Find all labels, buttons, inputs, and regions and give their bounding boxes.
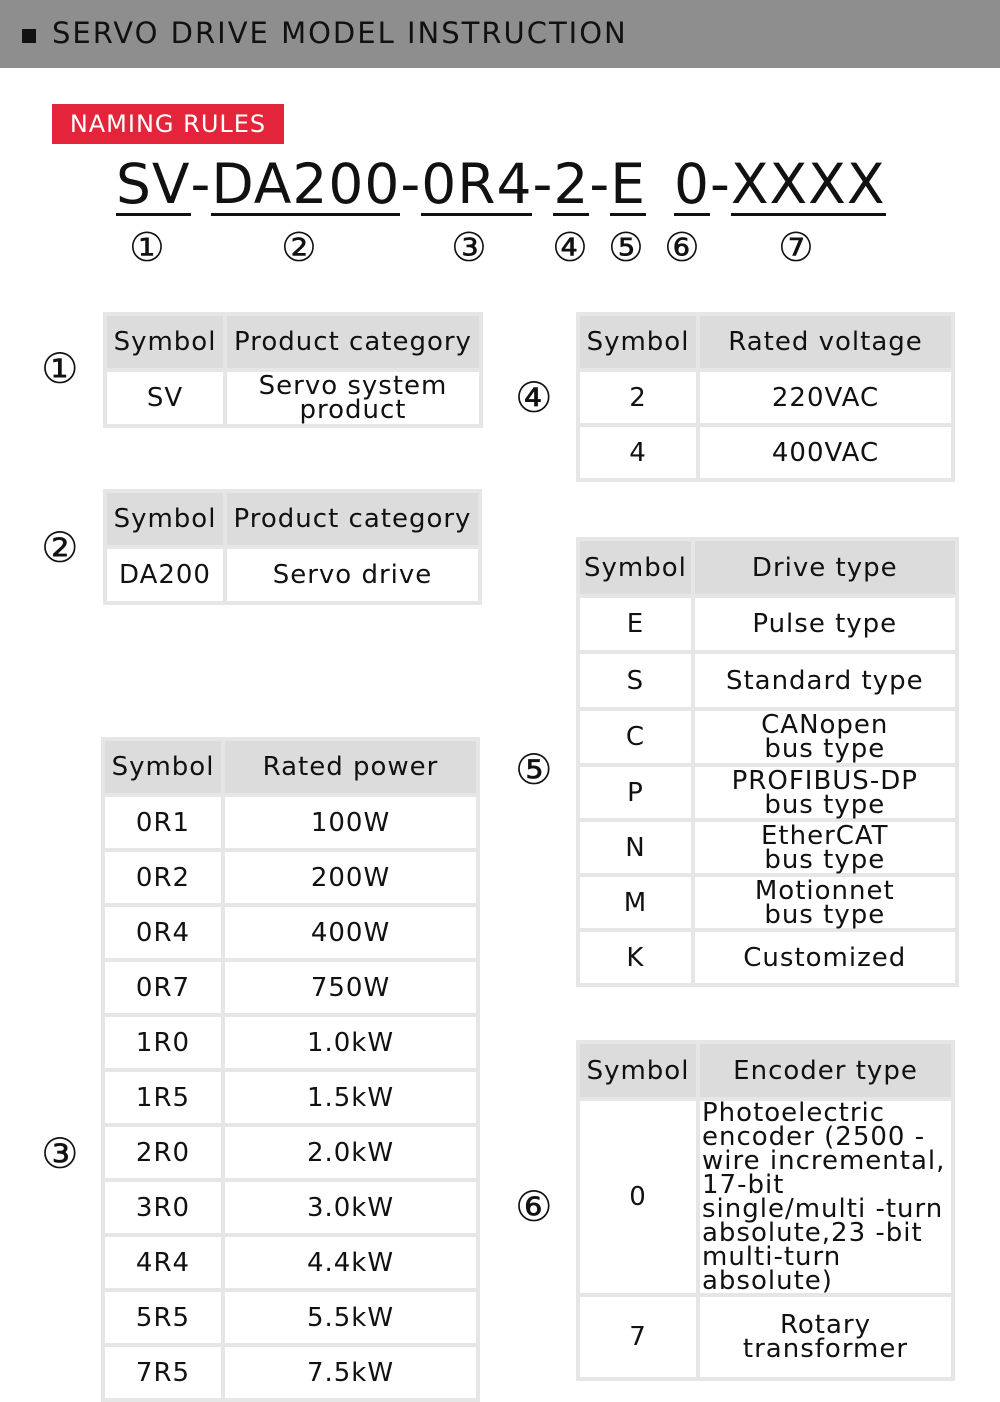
header-symbol: Symbol bbox=[578, 314, 698, 370]
marker-5: ⑤ bbox=[608, 225, 644, 271]
table-row bbox=[578, 1099, 953, 1295]
cell-symbol: K bbox=[578, 930, 693, 985]
square-bullet-icon bbox=[22, 29, 36, 43]
cell-symbol: 7R5 bbox=[103, 1345, 223, 1400]
cell-symbol: 4 bbox=[578, 425, 698, 480]
cell-value: Standard type bbox=[693, 652, 957, 709]
cell-symbol: 0R4 bbox=[103, 905, 223, 960]
marker-1: ① bbox=[129, 225, 165, 271]
table-row bbox=[105, 370, 481, 426]
cell-symbol: 4R4 bbox=[103, 1235, 223, 1290]
model-dash: - bbox=[190, 152, 212, 216]
model-part-1: SV bbox=[116, 152, 191, 216]
section-marker-1: ① bbox=[41, 344, 79, 393]
section-marker-4: ④ bbox=[515, 373, 553, 422]
cell-value: 220VAC bbox=[698, 370, 953, 425]
header-symbol: Symbol bbox=[578, 1042, 698, 1099]
table-row bbox=[103, 1235, 478, 1290]
header-category: Product category bbox=[225, 314, 481, 370]
cell-value: 400VAC bbox=[698, 425, 953, 480]
model-part-2: DA200 bbox=[211, 152, 401, 216]
model-part-6: 0 bbox=[673, 152, 710, 216]
encoder-type-table bbox=[576, 1040, 955, 1381]
table-row bbox=[578, 652, 957, 709]
model-part-3: 0R4 bbox=[421, 152, 533, 216]
cell-symbol: N bbox=[578, 820, 693, 875]
rated-voltage-table bbox=[576, 312, 955, 482]
cell-value: 2.0kW bbox=[223, 1125, 478, 1180]
cell-symbol: 0R1 bbox=[103, 795, 223, 850]
table-row bbox=[578, 1295, 953, 1379]
cell-value: 4.4kW bbox=[223, 1235, 478, 1290]
cell-symbol: M bbox=[578, 875, 693, 930]
model-dash: - bbox=[400, 152, 422, 216]
cell-value: Pulse type bbox=[693, 596, 957, 652]
table-row bbox=[103, 850, 478, 905]
section-marker-3: ③ bbox=[41, 1129, 79, 1178]
table-row bbox=[103, 960, 478, 1015]
cell-symbol: SV bbox=[105, 370, 225, 426]
cell-value: 3.0kW bbox=[223, 1180, 478, 1235]
cell-value: 100W bbox=[223, 795, 478, 850]
cell-symbol: 1R0 bbox=[103, 1015, 223, 1070]
table-row bbox=[578, 596, 957, 652]
rated-power-table bbox=[101, 737, 480, 1402]
header-drive-type: Drive type bbox=[693, 539, 957, 596]
cell-symbol: 2 bbox=[578, 370, 698, 425]
cell-value: Customized bbox=[693, 930, 957, 985]
cell-symbol: 3R0 bbox=[103, 1180, 223, 1235]
section-marker-2: ② bbox=[41, 523, 79, 572]
naming-rules-badge: NAMING RULES bbox=[52, 104, 284, 144]
header-voltage: Rated voltage bbox=[698, 314, 953, 370]
table-row bbox=[103, 1180, 478, 1235]
cell-value: 7.5kW bbox=[223, 1345, 478, 1400]
cell-symbol: 0R7 bbox=[103, 960, 223, 1015]
page-header bbox=[0, 0, 1000, 68]
table-row bbox=[578, 425, 953, 480]
model-code bbox=[116, 152, 886, 216]
cell-value: 1.0kW bbox=[223, 1015, 478, 1070]
cell-value: CANopen bus type bbox=[693, 709, 957, 765]
header-symbol: Symbol bbox=[105, 491, 225, 547]
table-row bbox=[103, 795, 478, 850]
cell-value: 5.5kW bbox=[223, 1290, 478, 1345]
table-row bbox=[103, 1290, 478, 1345]
table-row bbox=[578, 820, 957, 875]
marker-6: ⑥ bbox=[664, 225, 700, 271]
model-part-5: E bbox=[610, 152, 646, 216]
table-row bbox=[578, 875, 957, 930]
drive-type-table bbox=[576, 537, 959, 987]
cell-value: Motionnet bus type bbox=[693, 875, 957, 930]
cell-symbol: P bbox=[578, 765, 693, 820]
header-symbol: Symbol bbox=[105, 314, 225, 370]
model-part-4: 2 bbox=[553, 152, 590, 216]
marker-7: ⑦ bbox=[778, 225, 814, 271]
cell-symbol: 0 bbox=[578, 1099, 698, 1295]
cell-symbol: 0R2 bbox=[103, 850, 223, 905]
table-row bbox=[103, 1015, 478, 1070]
table-row bbox=[578, 765, 957, 820]
section-marker-6: ⑥ bbox=[515, 1182, 553, 1231]
cell-value: 750W bbox=[223, 960, 478, 1015]
cell-value: Servo drive bbox=[225, 547, 480, 603]
section-marker-5: ⑤ bbox=[515, 745, 553, 794]
table-row bbox=[103, 1070, 478, 1125]
marker-4: ④ bbox=[552, 225, 588, 271]
table-row bbox=[103, 1345, 478, 1400]
cell-value: 1.5kW bbox=[223, 1070, 478, 1125]
cell-symbol: 7 bbox=[578, 1295, 698, 1379]
cell-value: 200W bbox=[223, 850, 478, 905]
page-title: SERVO DRIVE MODEL INSTRUCTION bbox=[52, 16, 628, 50]
table-row bbox=[105, 547, 480, 603]
cell-symbol: 1R5 bbox=[103, 1070, 223, 1125]
marker-2: ② bbox=[281, 225, 317, 271]
product-category-table bbox=[103, 489, 482, 605]
table-row bbox=[578, 709, 957, 765]
model-part-7: XXXX bbox=[730, 152, 886, 216]
cell-value: EtherCAT bus type bbox=[693, 820, 957, 875]
model-dash: - bbox=[589, 152, 611, 216]
cell-value: Rotary transformer bbox=[698, 1295, 953, 1379]
cell-value: Photoelectric encoder (2500 -wire incremental, 17-bit single/multi -turn absolute,23 -bit multi-turn absolute) bbox=[698, 1099, 953, 1295]
header-category: Product category bbox=[225, 491, 480, 547]
cell-symbol: S bbox=[578, 652, 693, 709]
model-dash: - bbox=[709, 152, 731, 216]
cell-value: 400W bbox=[223, 905, 478, 960]
cell-symbol: E bbox=[578, 596, 693, 652]
cell-symbol: DA200 bbox=[105, 547, 225, 603]
table-row bbox=[103, 1125, 478, 1180]
marker-3: ③ bbox=[451, 225, 487, 271]
cell-symbol: 5R5 bbox=[103, 1290, 223, 1345]
table-row bbox=[103, 905, 478, 960]
header-symbol: Symbol bbox=[578, 539, 693, 596]
cell-symbol: C bbox=[578, 709, 693, 765]
header-symbol: Symbol bbox=[103, 739, 223, 795]
cell-value: PROFIBUS-DP bus type bbox=[693, 765, 957, 820]
header-encoder-type: Encoder type bbox=[698, 1042, 953, 1099]
table-row bbox=[578, 370, 953, 425]
product-table bbox=[103, 312, 483, 428]
table-row bbox=[578, 930, 957, 985]
model-dash: - bbox=[532, 152, 554, 216]
header-power: Rated power bbox=[223, 739, 478, 795]
cell-value: Servo system product bbox=[225, 370, 481, 426]
cell-symbol: 2R0 bbox=[103, 1125, 223, 1180]
